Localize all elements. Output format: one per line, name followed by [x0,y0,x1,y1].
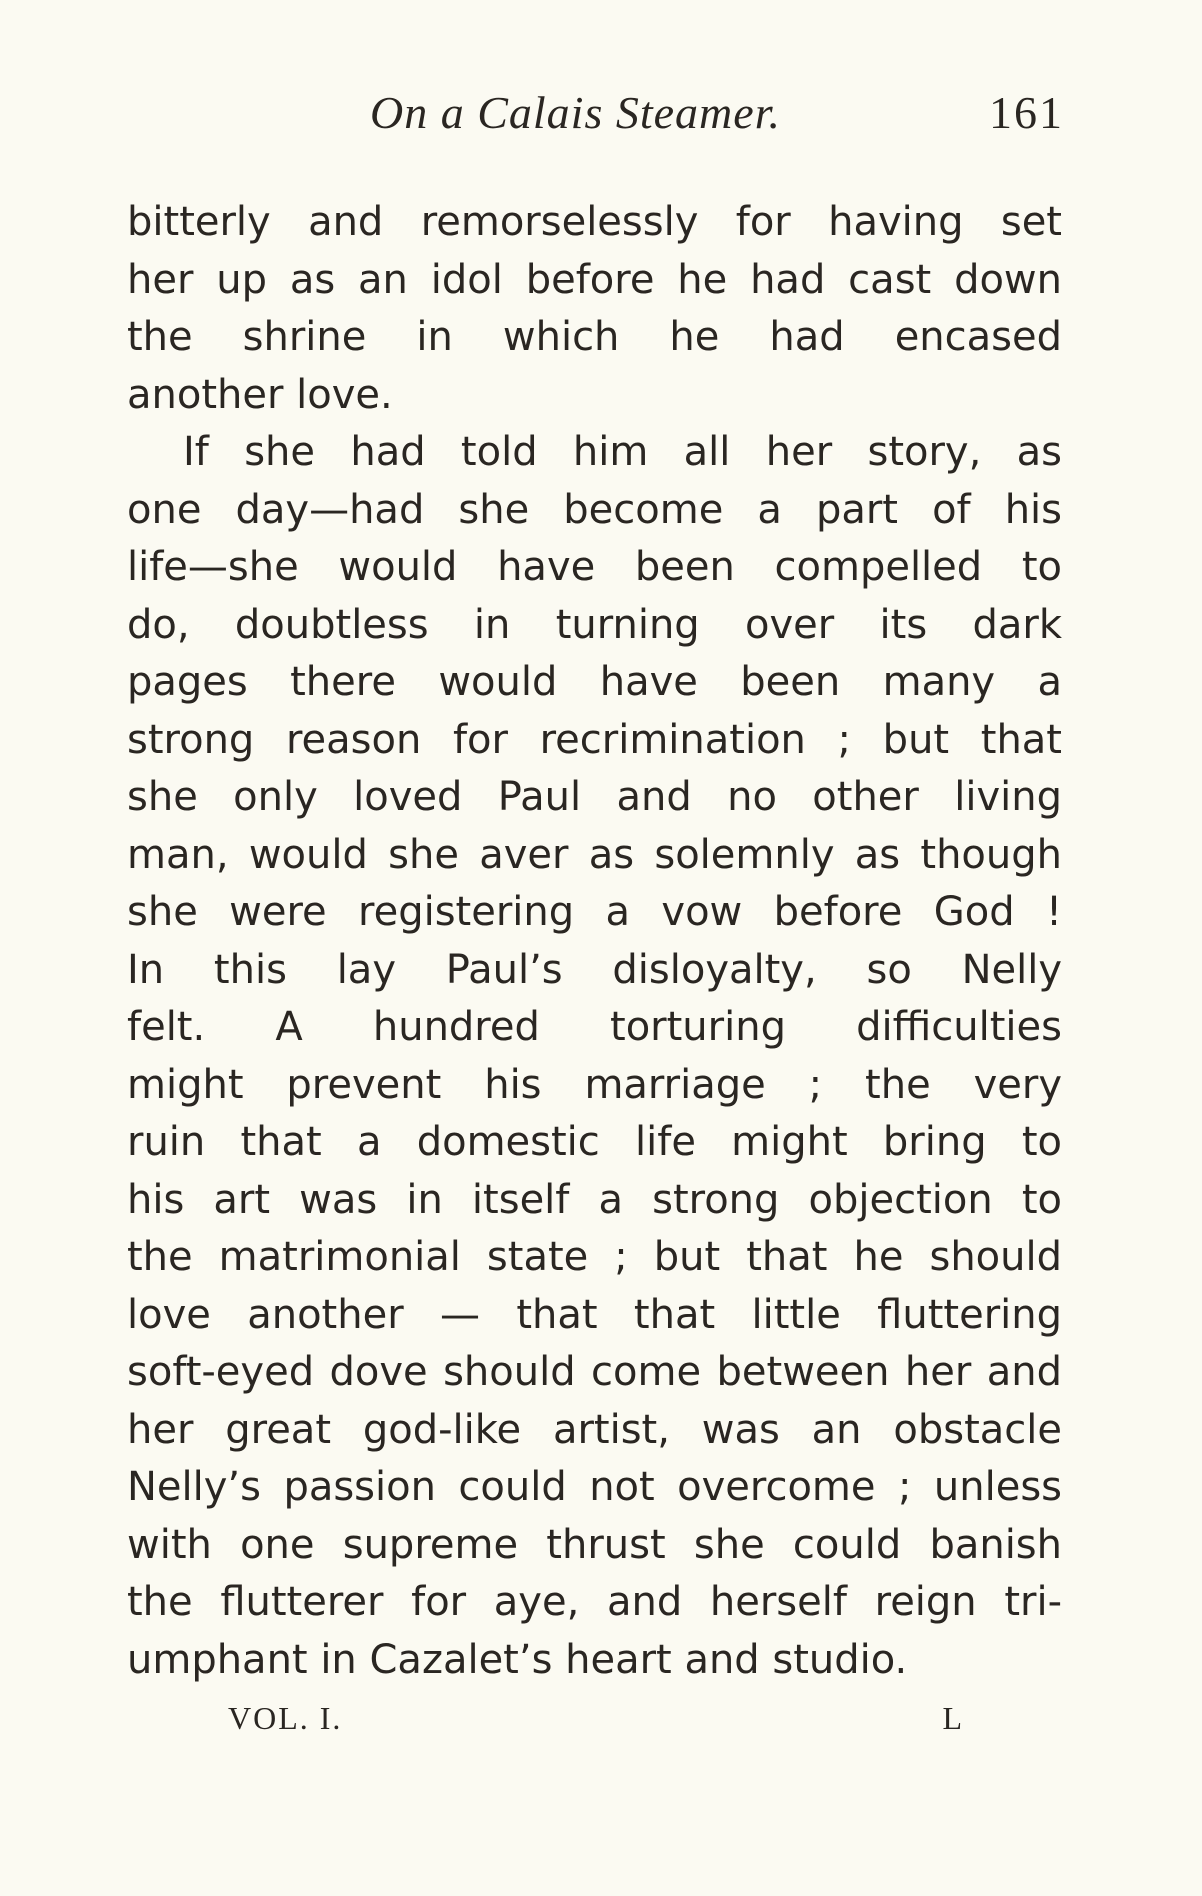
text-line: pages there would have been many a [127,659,1062,705]
text-line: the flutterer for aye, and herself reign tri- [127,1579,1062,1625]
body-text [127,194,1062,1689]
running-title: On a Calais Steamer. [370,87,781,138]
text-line: the shrine in which he had encased [127,314,1062,360]
paragraph [127,424,1062,1689]
text-line: one day—had she become a part of his [127,486,1062,533]
text-line: she only loved Paul and no other living [127,774,1062,820]
text-line: bitterly and remorselessly for having set [127,199,1062,245]
text-line: ruin that a domestic life might bring to [127,1119,1062,1165]
page-number: 161 [989,87,1064,138]
text-line: life—she would have been compelled to [127,544,1062,590]
volume-signature: VOL. I. [228,1700,343,1736]
text-line: strong reason for recrimination ; but that [127,716,1062,763]
text-line: soft-eyed dove should come between her and [127,1349,1062,1395]
text-line: her great god-like artist, was an obstacle [127,1406,1062,1453]
text-line: umphant in Cazalet’s heart and studio. [127,1636,908,1683]
text-line: with one supreme thrust she could banish [127,1521,1062,1568]
running-head [128,86,1064,156]
text-line: Nelly’s passion could not overcome ; unless [127,1464,1062,1510]
text-line: her up as an idol before he had cast down [127,256,1062,303]
text-line: she were registering a vow before God ! [127,889,1062,935]
text-line: In this lay Paul’s disloyalty, so Nelly [127,946,1062,993]
text-line: felt. A hundred torturing difficulties [127,1004,1062,1050]
page-footer [128,1700,1064,1750]
text-line: the matrimonial state ; but that he should [127,1234,1062,1280]
text-line: man, would she aver as solemnly as though [127,831,1062,878]
text-line: his art was in itself a strong objection to [127,1176,1062,1223]
gathering-letter: L [942,1700,964,1736]
text-line: If she had told him all her story, as [183,429,1062,475]
text-line: love another — that that little fluttering [127,1291,1062,1338]
paragraph [127,194,1062,424]
text-line: do, doubtless in turning over its dark [127,601,1062,648]
text-line: might prevent his marriage ; the very [127,1061,1062,1108]
text-line: another love. [127,371,393,418]
